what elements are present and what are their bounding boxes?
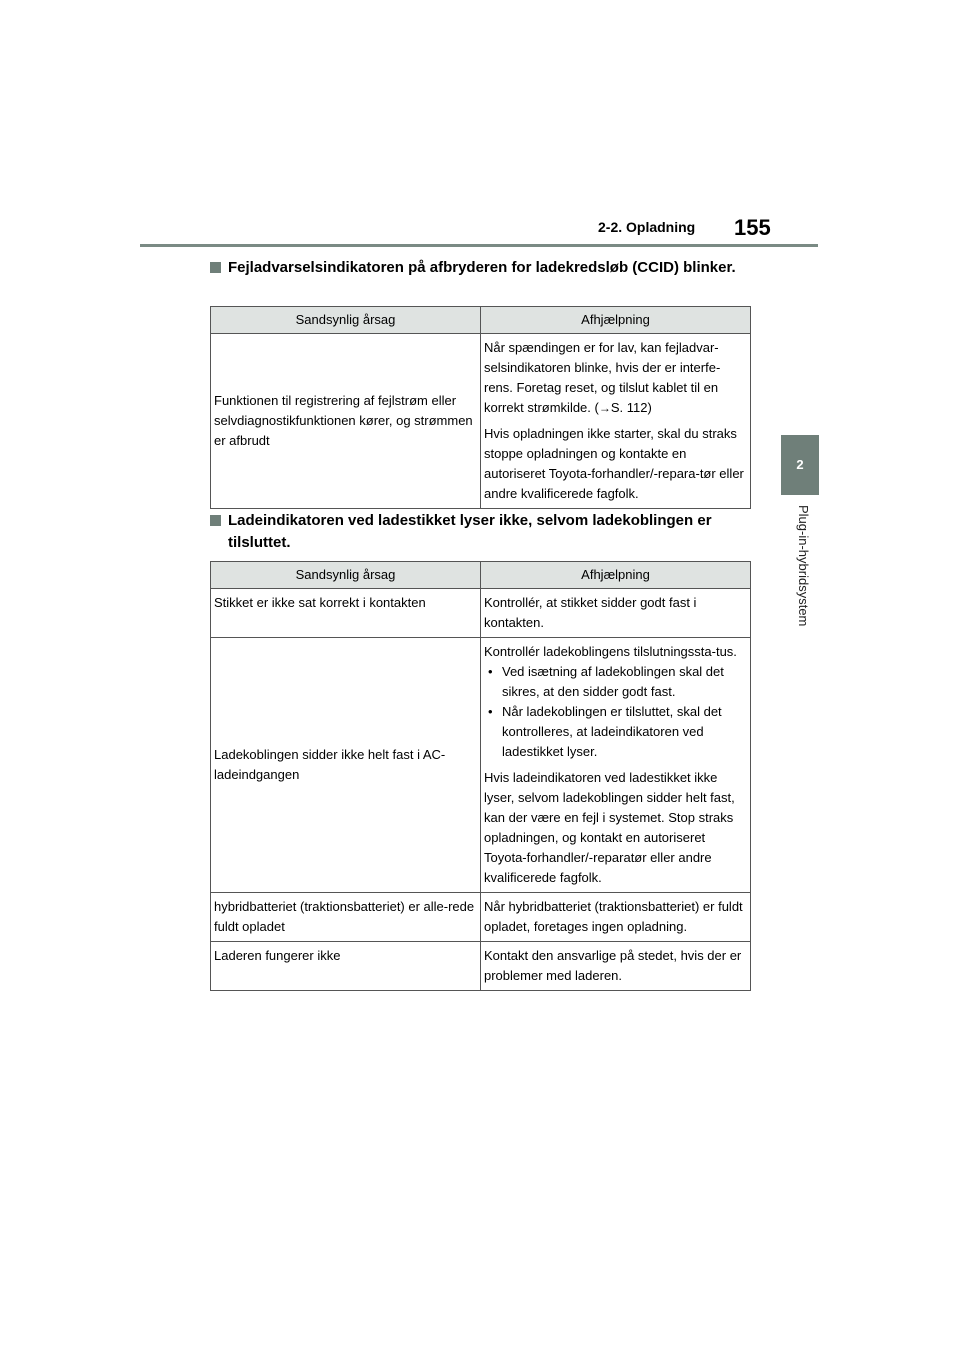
page-number: 155 xyxy=(734,215,771,240)
charge-indicator-table xyxy=(210,561,751,991)
fix-cell: Når hybridbatteriet (traktionsbatteriet) er fuldt opladet, foretages ingen opladning. xyxy=(481,893,751,942)
table-row xyxy=(211,942,751,991)
table-row xyxy=(211,334,751,509)
table-row xyxy=(211,893,751,942)
table-header-row xyxy=(211,307,751,334)
fix-paragraph: Hvis opladningen ikke starter, skal du straks stoppe opladningen og kontakte en autoriseret Toyota-forhandler/-repara-tør eller andre kvalificerede fagfolk. xyxy=(484,426,744,501)
column-header-cause: Sandsynlig årsag xyxy=(211,562,481,589)
chapter-label: Plug-in-hybridsystem xyxy=(796,505,811,627)
section-heading-text: Fejladvarselsindikatoren på afbryderen for ladekredsløb (CCID) blinker. xyxy=(228,259,736,276)
cause-cell: Ladekoblingen sidder ikke helt fast i AC-ladeindgangen xyxy=(211,638,481,893)
chapter-tab: 2 xyxy=(781,435,819,495)
section-title: 2-2. Opladning xyxy=(598,219,696,235)
fix-paragraph: Kontrollér ladekoblingens tilslutningssta-tus. xyxy=(484,644,737,659)
fix-cell xyxy=(481,334,751,509)
fix-text: Når spændingen er for lav, kan fejladvar-selsindikatoren blinke, hvis der er interfe-rens. Foretag reset, og tilslut kablet til en korrekt strømkilde. ( xyxy=(484,340,721,415)
section-heading-ccid xyxy=(210,257,750,279)
header-divider xyxy=(140,244,818,247)
page-reference-link[interactable]: S. 112) xyxy=(610,400,652,415)
cause-cell: Laderen fungerer ikke xyxy=(211,942,481,991)
column-header-fix: Afhjælpning xyxy=(481,307,751,334)
fix-bullet-list xyxy=(484,662,747,762)
fix-cell: Kontakt den ansvarlige på stedet, hvis der er problemer med laderen. xyxy=(481,942,751,991)
fix-cell xyxy=(481,638,751,893)
heading-bullet-icon xyxy=(210,515,221,526)
section-heading-text: Ladeindikatoren ved ladestikket lyser ikke, selvom ladekoblingen er tilsluttet. xyxy=(228,512,712,551)
ccid-table xyxy=(210,306,751,509)
table-row xyxy=(211,589,751,638)
list-item: • Ved isætning af ladekoblingen skal det sikres, at den sidder godt fast. xyxy=(484,662,747,702)
column-header-fix: Afhjælpning xyxy=(481,562,751,589)
cause-cell: Funktionen til registrering af fejlstrøm eller selvdiagnostikfunktionen kører, og strømmen er afbrudt xyxy=(211,334,481,509)
list-item: • Når ladekoblingen er tilsluttet, skal det kontrolleres, at ladeindikatoren ved ladestikket lyser. xyxy=(484,702,747,762)
heading-bullet-icon xyxy=(210,262,221,273)
table-header-row xyxy=(211,562,751,589)
fix-paragraph: Hvis ladeindikatoren ved ladestikket ikke lyser, selvom ladekoblingen sidder helt fast, kan der være en fejl i systemet. Stop straks opladningen, og kontakt en autoriseret Toyota-forhandler/-reparatør eller andre kvalificerede fagfolk. xyxy=(484,770,735,885)
arrow-right-icon: → xyxy=(598,401,611,415)
section-heading-charge-indicator xyxy=(210,510,750,554)
fix-paragraph xyxy=(484,338,747,418)
cause-cell: Stikket er ikke sat korrekt i kontakten xyxy=(211,589,481,638)
column-header-cause: Sandsynlig årsag xyxy=(211,307,481,334)
table-row xyxy=(211,638,751,893)
cause-cell: hybridbatteriet (traktionsbatteriet) er alle-rede fuldt opladet xyxy=(211,893,481,942)
fix-cell: Kontrollér, at stikket sidder godt fast i kontakten. xyxy=(481,589,751,638)
